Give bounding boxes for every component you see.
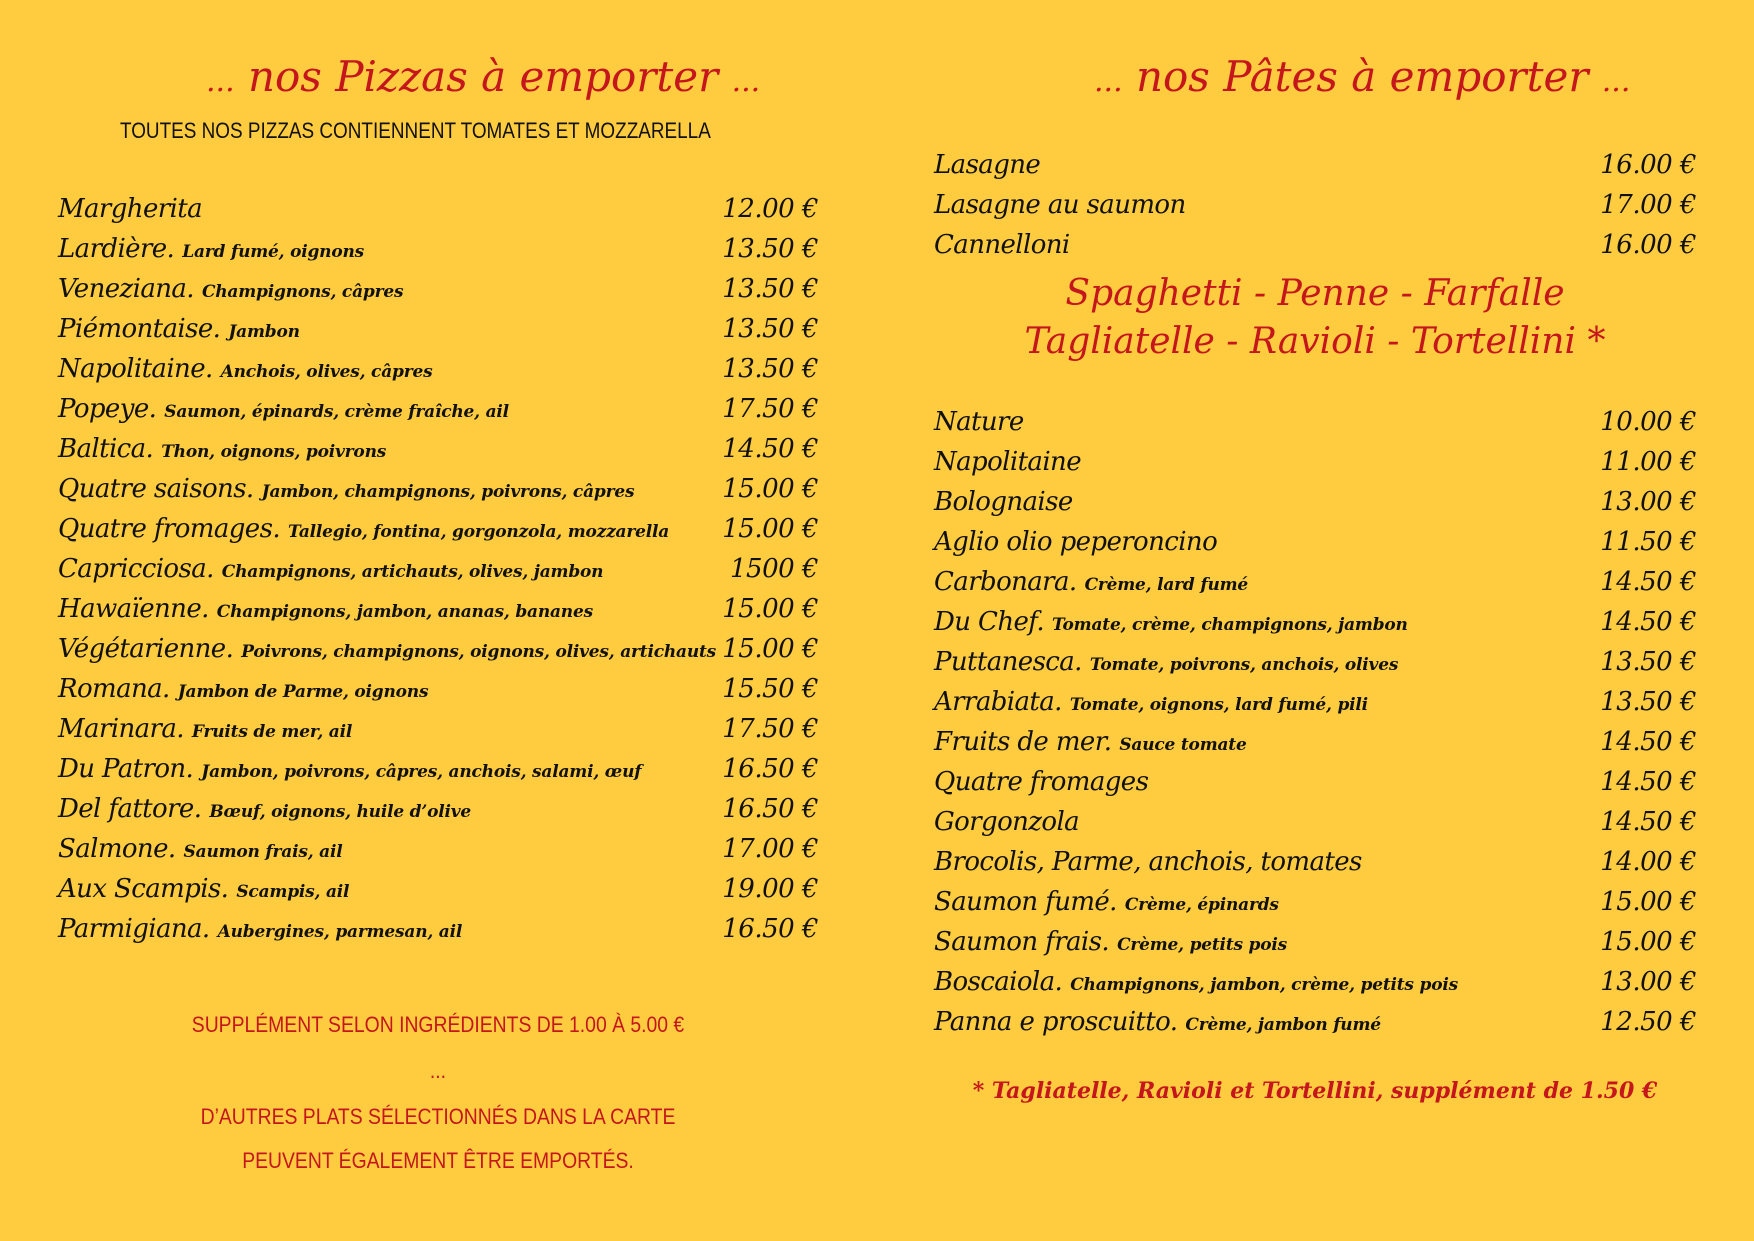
menu-item-name <box>934 1007 1381 1037</box>
menu-item-title: Saumon fumé. <box>934 887 1117 917</box>
menu-item-title: Napolitaine. <box>58 354 213 384</box>
menu-item-title: Hawaïenne. <box>58 594 209 624</box>
menu-item-description: Crème, épinards <box>1124 895 1279 915</box>
pasta-types-line2: Tagliatelle - Ravioli - Tortellini * <box>1024 321 1606 362</box>
menu-item-title: Lardière. <box>58 234 175 264</box>
menu-item-description: Scampis, ail <box>236 882 350 902</box>
menu-item-title: Aglio olio peperoncino <box>934 527 1218 557</box>
menu-item-title: Del fattore. <box>58 794 202 824</box>
menu-item-description: Champignons, jambon, crème, petits pois <box>1070 975 1458 995</box>
menu-item-price: 14.50 € <box>1600 727 1696 757</box>
pasta-footnote: * Tagliatelle, Ravioli et Tortellini, supplément de 1.50 € <box>972 1078 1658 1104</box>
menu-item-description: Jambon <box>228 322 300 342</box>
menu-item-description: Crème, jambon fumé <box>1185 1015 1381 1035</box>
menu-item-title: Veneziana. <box>58 274 194 304</box>
menu-item-description: Poivrons, champignons, oignons, olives, artichauts <box>241 642 717 662</box>
menu-item-title: Nature <box>934 407 1024 437</box>
menu-item-title: Quatre fromages <box>934 767 1149 797</box>
menu-item-description: Champignons, jambon, ananas, bananes <box>216 602 593 622</box>
menu-item <box>58 670 818 710</box>
menu-item-price: 15.00 € <box>1600 927 1696 957</box>
menu-item-price: 16.00 € <box>1600 230 1696 260</box>
menu-item-title: Du Patron. <box>58 754 194 784</box>
menu-item-price: 13.50 € <box>1600 687 1696 717</box>
menu-item-title: Popeye. <box>58 394 157 424</box>
menu-item-title: Bolognaise <box>934 487 1073 517</box>
menu-item-description: Jambon, poivrons, câpres, anchois, salami, œuf <box>201 762 642 782</box>
menu-item-title: Brocolis, Parme, anchois, tomates <box>934 847 1362 877</box>
menu-item-name <box>58 514 669 544</box>
menu-item <box>934 146 1696 186</box>
menu-item <box>934 226 1696 266</box>
menu-item-name <box>58 234 364 264</box>
menu-item-title: Panna e proscuitto. <box>934 1007 1178 1037</box>
menu-item <box>934 563 1696 603</box>
menu-item-description: Thon, oignons, poivrons <box>161 442 387 462</box>
menu-item-name <box>58 314 300 344</box>
menu-item-name <box>58 474 634 504</box>
menu-item-title: Saumon frais. <box>934 927 1110 957</box>
menu-item-price: 13.50 € <box>722 234 818 264</box>
menu-item-price: 13.50 € <box>1600 647 1696 677</box>
menu-item-name <box>58 714 352 744</box>
other-dishes-line1: D’AUTRES PLATS SÉLECTIONNÉS DANS LA CARTE <box>200 1104 676 1129</box>
menu-item-name <box>934 687 1368 717</box>
menu-item <box>934 643 1696 683</box>
menu-item <box>934 186 1696 226</box>
menu-item-price: 13.50 € <box>722 314 818 344</box>
menu-item <box>934 523 1696 563</box>
menu-item-name <box>934 190 1186 220</box>
menu-item <box>934 443 1696 483</box>
menu-item-name <box>934 767 1148 797</box>
menu-item-name <box>934 447 1081 477</box>
menu-item-price: 12.00 € <box>722 194 818 224</box>
menu-item-price: 16.50 € <box>722 914 818 944</box>
menu-item-title: Quatre fromages. <box>58 514 280 544</box>
menu-item <box>58 470 818 510</box>
menu-item-title: Capricciosa. <box>58 554 214 584</box>
menu-item-name <box>934 927 1287 957</box>
pizza-heading-prefix: ... <box>206 64 235 99</box>
menu-item-name <box>58 354 432 384</box>
menu-item-description: Aubergines, parmesan, ail <box>217 922 463 942</box>
menu-item <box>58 870 818 910</box>
menu-item <box>934 683 1696 723</box>
pasta-heading-suffix: ... <box>1601 64 1631 99</box>
menu-item-description: Saumon, épinards, crème fraîche, ail <box>164 402 509 422</box>
menu-item-price: 15.00 € <box>722 514 818 544</box>
menu-item-price: 10.00 € <box>1600 407 1696 437</box>
menu-item-name <box>58 754 641 784</box>
menu-item-name <box>934 567 1248 597</box>
pizza-heading-suffix: ... <box>731 64 761 99</box>
menu-item-price: 15.00 € <box>1600 887 1696 917</box>
menu-item-title: Parmigiana. <box>58 914 210 944</box>
menu-item-description: Tomate, oignons, lard fumé, pili <box>1069 695 1368 715</box>
menu-item-name <box>58 594 593 624</box>
menu-item-description: Jambon de Parme, oignons <box>177 682 429 702</box>
menu-item-price: 13.50 € <box>722 354 818 384</box>
menu-item-price: 11.50 € <box>1600 527 1696 557</box>
menu-item-price: 14.50 € <box>1600 767 1696 797</box>
menu-item-title: Margherita <box>58 194 203 224</box>
menu-item-description: Anchois, olives, câpres <box>220 362 433 382</box>
menu-item-title: Napolitaine <box>934 447 1081 477</box>
menu-item-name <box>934 527 1217 557</box>
menu-item-name <box>934 807 1079 837</box>
menu-item-name <box>934 230 1070 260</box>
menu-item-title: Fruits de mer. <box>934 727 1112 757</box>
menu-item <box>934 483 1696 523</box>
supplement-note: SUPPLÉMENT SELON INGRÉDIENTS DE 1.00 À 5.00 € <box>191 1012 685 1037</box>
separator-dots: ... <box>429 1058 447 1083</box>
menu-item-title: Cannelloni <box>934 230 1070 260</box>
pizza-heading-text: nos Pizzas à emporter <box>247 52 719 101</box>
menu-item <box>58 390 818 430</box>
pasta-sauce-list <box>934 403 1696 1043</box>
pizza-list <box>58 190 818 950</box>
menu-item-name <box>934 967 1458 997</box>
menu-item <box>58 910 818 950</box>
menu-item-description: Champignons, artichauts, olives, jambon <box>221 562 604 582</box>
menu-item-name <box>58 394 509 424</box>
menu-item-title: Aux Scampis. <box>58 874 229 904</box>
menu-item-name <box>934 647 1398 677</box>
menu-item-name <box>58 634 716 664</box>
menu-item-description: Saumon frais, ail <box>183 842 343 862</box>
menu-item-title: Marinara. <box>58 714 184 744</box>
menu-item <box>58 510 818 550</box>
menu-item-name <box>58 834 343 864</box>
menu-item-name <box>58 554 603 584</box>
menu-item-price: 17.00 € <box>1600 190 1696 220</box>
menu-item-title: Puttanesca. <box>934 647 1082 677</box>
menu-item-price: 16.50 € <box>722 754 818 784</box>
menu-item <box>934 923 1696 963</box>
menu-item-name <box>58 434 386 464</box>
menu-item-description: Fruits de mer, ail <box>191 722 353 742</box>
menu-item-price: 17.50 € <box>722 714 818 744</box>
menu-item-name <box>934 887 1279 917</box>
menu-item-name <box>934 607 1408 637</box>
menu-item <box>58 830 818 870</box>
menu-item-price: 16.50 € <box>722 794 818 824</box>
menu-item-description: Crème, lard fumé <box>1084 575 1249 595</box>
menu-item-title: Carbonara. <box>934 567 1077 597</box>
menu-item-description: Tomate, poivrons, anchois, olives <box>1089 655 1399 675</box>
menu-item <box>58 630 818 670</box>
menu-item <box>58 310 818 350</box>
menu-item-price: 14.50 € <box>1600 607 1696 637</box>
menu-item <box>934 843 1696 883</box>
menu-item-price: 14.50 € <box>1600 567 1696 597</box>
menu-item-title: Arrabiata. <box>934 687 1062 717</box>
menu-item-price: 15.00 € <box>722 474 818 504</box>
menu-item-name <box>934 150 1040 180</box>
menu-item-price: 19.00 € <box>722 874 818 904</box>
menu-item-title: Végétarienne. <box>58 634 234 664</box>
menu-item-title: Romana. <box>58 674 170 704</box>
menu-item <box>934 963 1696 1003</box>
menu-item <box>934 1003 1696 1043</box>
menu-item <box>934 403 1696 443</box>
pizza-subtitle: TOUTES NOS PIZZAS CONTIENNENT TOMATES ET MOZZARELLA <box>120 118 711 143</box>
menu-item-description: Jambon, champignons, poivrons, câpres <box>261 482 635 502</box>
menu-item-price: 13.00 € <box>1600 967 1696 997</box>
menu-item-price: 15.00 € <box>722 634 818 664</box>
menu-item-price: 12.50 € <box>1600 1007 1696 1037</box>
menu-item <box>58 590 818 630</box>
menu-item-price: 13.00 € <box>1600 487 1696 517</box>
menu-item-name <box>58 274 403 304</box>
menu-item-name <box>58 194 202 224</box>
menu-item <box>58 750 818 790</box>
menu-item-title: Boscaiola. <box>934 967 1063 997</box>
menu-item-name <box>934 727 1247 757</box>
menu-item-price: 16.00 € <box>1600 150 1696 180</box>
menu-item <box>58 790 818 830</box>
menu-item <box>934 603 1696 643</box>
menu-item-price: 14.50 € <box>722 434 818 464</box>
menu-item-price: 17.50 € <box>722 394 818 424</box>
menu-item-name <box>934 487 1073 517</box>
pizza-heading <box>206 52 760 101</box>
menu-item-name <box>58 874 349 904</box>
menu-item-name <box>58 674 428 704</box>
menu-item-title: Du Chef. <box>934 607 1045 637</box>
menu-item-description: Champignons, câpres <box>201 282 404 302</box>
menu-item-description: Tomate, crème, champignons, jambon <box>1052 615 1408 635</box>
menu-item-price: 17.00 € <box>722 834 818 864</box>
menu-item-price: 11.00 € <box>1600 447 1696 477</box>
menu-item-title: Piémontaise. <box>58 314 221 344</box>
menu-item <box>934 803 1696 843</box>
menu-item-price: 1500 € <box>730 554 818 584</box>
menu-item-price: 15.50 € <box>722 674 818 704</box>
menu-item <box>58 430 818 470</box>
menu-item-price: 13.50 € <box>722 274 818 304</box>
menu-item <box>58 230 818 270</box>
menu-item-price: 15.00 € <box>722 594 818 624</box>
menu-item <box>58 550 818 590</box>
pasta-heading-text: nos Pâtes à emporter <box>1135 52 1589 101</box>
menu-item <box>934 763 1696 803</box>
menu-item <box>58 190 818 230</box>
menu-item-title: Baltica. <box>58 434 154 464</box>
other-dishes-line2: PEUVENT ÉGALEMENT ÊTRE EMPORTÉS. <box>242 1148 634 1173</box>
menu-item-title: Quatre saisons. <box>58 474 254 504</box>
pasta-types <box>934 270 1696 366</box>
menu-item-title: Salmone. <box>58 834 176 864</box>
menu-item <box>58 350 818 390</box>
menu-item-title: Gorgonzola <box>934 807 1080 837</box>
pasta-baked-list <box>934 146 1696 266</box>
menu-item-name <box>58 794 471 824</box>
menu-item-name <box>58 914 462 944</box>
pasta-heading <box>1094 52 1630 101</box>
menu-item <box>934 723 1696 763</box>
menu-item-description: Tallegio, fontina, gorgonzola, mozzarella <box>288 522 670 542</box>
menu-item <box>934 883 1696 923</box>
menu-item-price: 14.50 € <box>1600 807 1696 837</box>
menu-item-description: Sauce tomate <box>1119 735 1247 755</box>
menu-item-description: Lard fumé, oignons <box>182 242 364 262</box>
menu-item-title: Lasagne <box>934 150 1041 180</box>
menu-item-price: 14.00 € <box>1600 847 1696 877</box>
pasta-heading-prefix: ... <box>1094 64 1123 99</box>
menu-item <box>58 710 818 750</box>
menu-item-name <box>934 407 1024 437</box>
menu-item-description: Bœuf, oignons, huile d’olive <box>209 802 472 822</box>
pasta-types-line1: Spaghetti - Penne - Farfalle <box>1065 273 1565 314</box>
menu-item <box>58 270 818 310</box>
menu-item-title: Lasagne au saumon <box>934 190 1186 220</box>
menu-item-name <box>934 847 1362 877</box>
menu-item-description: Crème, petits pois <box>1117 935 1288 955</box>
